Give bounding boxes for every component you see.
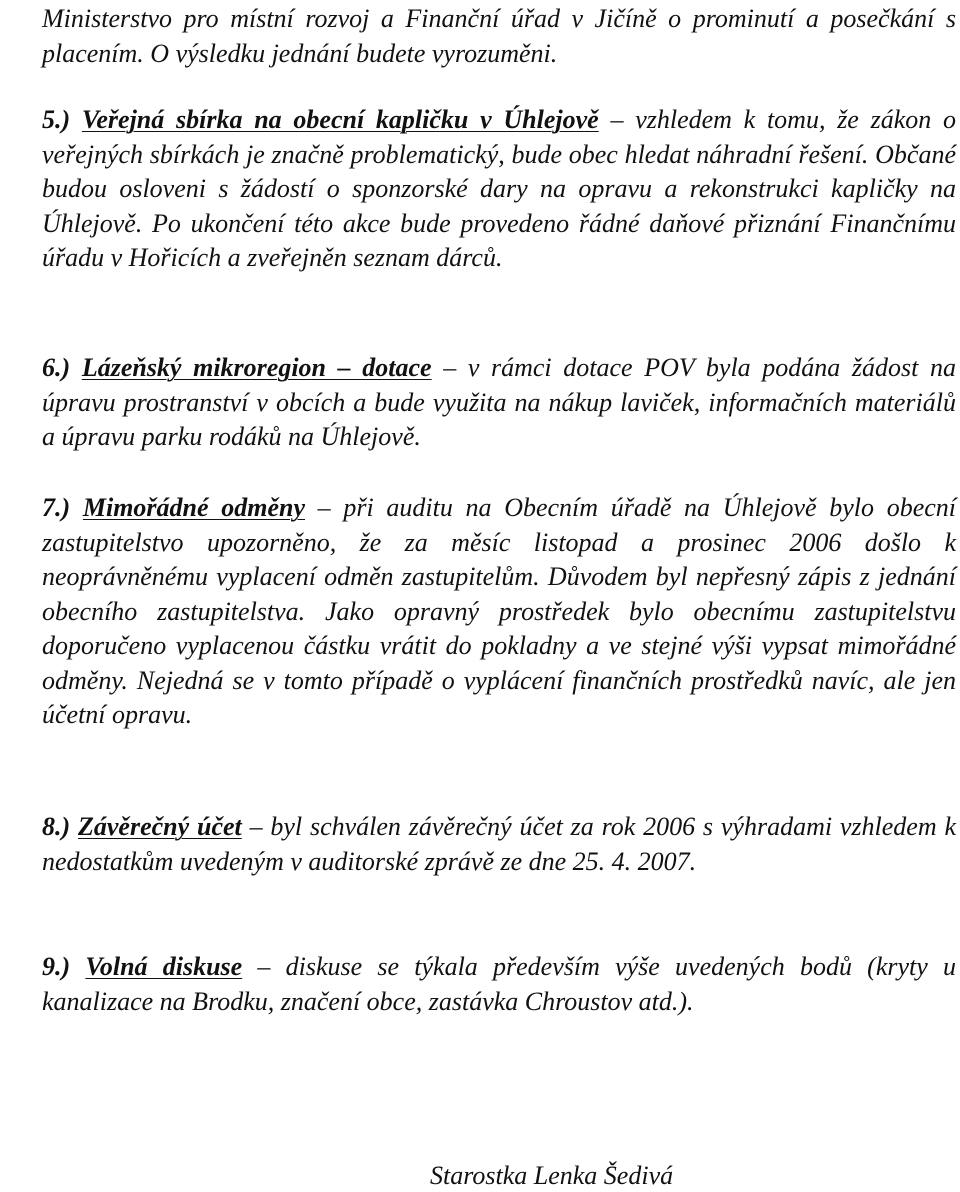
intro-paragraph (42, 2, 956, 71)
signature: Starostka Lenka Šedivá (430, 1161, 674, 1190)
item-text: – byl schválen závěrečný účet za rok 2006 s výhradami vzhledem k nedostatkům uvedeným v auditorské zprávě ze dne 25. 4. 2007. (42, 812, 956, 876)
item-7-paragraph (42, 491, 956, 733)
item-8-paragraph (42, 810, 956, 879)
item-text: – při auditu na Obecním úřadě na Úhlejově bylo obecní zastupitelstvo upozorněno, že za měsíc listopad a prosinec 2006 došlo k neoprávněnému vyplacení odměn zastupitelům. Důvodem byl nepřesný zápis z jednání obecního zastupitelstva. Jako opravný prostředek bylo obecnímu zastupitelstvu doporučeno vyplacenou částku vrátit do pokladny a ve stejné výši vypsat mimořádné odměny. Nejedná se v tomto případě o vyplácení finančních prostředků navíc, ale jen účetní opravu. (42, 493, 957, 729)
item-heading: Závěrečný účet (78, 812, 242, 841)
item-heading: Mimořádné odměny (82, 493, 305, 522)
item-6-paragraph (42, 351, 956, 455)
item-heading: Volná diskuse (85, 952, 243, 981)
item-number: 5.) (42, 105, 71, 134)
item-5-paragraph (42, 103, 956, 276)
item-number: 6.) (42, 353, 71, 382)
item-number: 8.) (42, 812, 71, 841)
item-number: 9.) (42, 952, 71, 981)
item-number: 7.) (42, 493, 71, 522)
intro-text: Ministerstvo pro místní rozvoj a Finanční úřad v Jičíně o prominutí a posečkání s placením. O výsledku jednání budete vyrozuměni. (42, 4, 956, 68)
item-heading: Lázeňský mikroregion – dotace (81, 353, 432, 382)
item-9-paragraph (42, 950, 956, 1019)
item-text: – diskuse se týkala především výše uvedených bodů (kryty u kanalizace na Brodku, značení obce, zastávka Chroustov atd.). (42, 952, 957, 1016)
item-heading: Veřejná sbírka na obecní kapličku v Úhlejově (81, 105, 599, 134)
item-text: – v rámci dotace POV byla podána žádost na úpravu prostranství v obcích a bude využita na nákup laviček, informačních materiálů a úpravu parku rodáků na Úhlejově. (42, 353, 957, 451)
item-text: – vzhledem k tomu, že zákon o veřejných sbírkách je značně problematický, bude obec hledat náhradní řešení. Občané budou osloveni s žádostí o sponzorské dary na opravu a rekonstrukci kapličky na Úhlejově. Po ukončení této akce bude provedeno řádné daňové přiznání Finančnímu úřadu v Hořicích a zveřejněn seznam dárců. (42, 105, 956, 272)
